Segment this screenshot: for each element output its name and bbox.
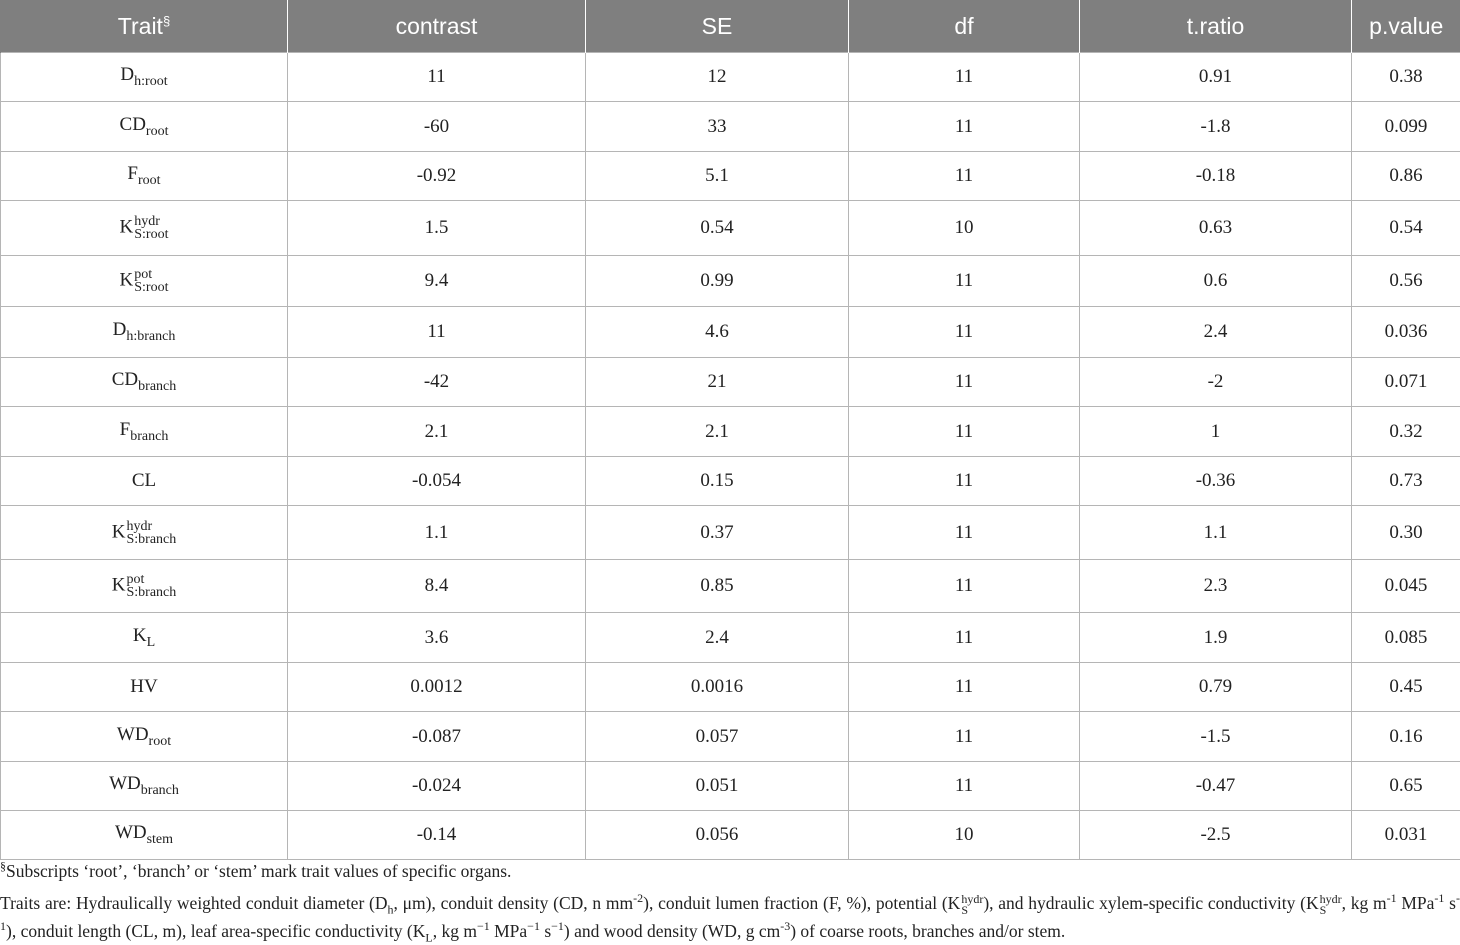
contrast-cell: 11 [288, 307, 586, 358]
tratio-cell: -2 [1080, 358, 1352, 407]
col-header-trait: Trait§ [1, 0, 288, 53]
header-row [1, 0, 1460, 53]
trait-cell: $K_L$ [1, 613, 288, 663]
se-cell: 0.056 [586, 811, 849, 860]
pvalue-cell: 0.32 [1352, 407, 1460, 457]
tratio-cell: 1 [1080, 407, 1352, 457]
trait-cell: $WD_{stem}$ [1, 811, 288, 860]
table-row [1, 811, 1460, 860]
contrast-cell: -0.087 [288, 712, 586, 762]
tratio-cell: -0.18 [1080, 152, 1352, 201]
col-header-se: SE [586, 0, 849, 53]
contrast-cell: 1.5 [288, 201, 586, 256]
trait-cell: $CD_{root}$ [1, 102, 288, 152]
pvalue-cell: 0.045 [1352, 560, 1460, 613]
tratio-cell: 0.91 [1080, 53, 1352, 102]
df-cell: 10 [849, 201, 1080, 256]
table-row [1, 560, 1460, 613]
contrast-cell: 11 [288, 53, 586, 102]
pvalue-cell: 0.085 [1352, 613, 1460, 663]
footnote-traits: Traits are: Hydraulically weighted conduit diameter ($D_h$, μm), conduit density (CD, n $mm^{-2}$), conduit lumen fraction (F, %), potential (K hydr S ), and hydraulic xylem-specific conductivity (K hydr S , kg $m^{-1}$ MPa$^{-1}$ $s^{-1}$), conduit length (CL, m), leaf area-specific conductivity ($K_L$, kg $m^{-1}$ MPa$^{-1}$ $s^{-1}$) and wood density (WD, g $cm^{-3}$) of coarse roots, branches and/or stem. [0, 889, 1460, 945]
contrast-cell: -60 [288, 102, 586, 152]
table-row [1, 152, 1460, 201]
tratio-cell: 2.4 [1080, 307, 1352, 358]
contrast-cell: 0.0012 [288, 663, 586, 712]
tratio-cell: 0.63 [1080, 201, 1352, 256]
trait-cell: $F_{branch}$ [1, 407, 288, 457]
df-cell: 11 [849, 712, 1080, 762]
se-cell: 2.4 [586, 613, 849, 663]
table-row [1, 256, 1460, 307]
se-cell: 0.057 [586, 712, 849, 762]
se-cell: 0.54 [586, 201, 849, 256]
contrast-cell: -42 [288, 358, 586, 407]
table-row [1, 663, 1460, 712]
se-cell: 2.1 [586, 407, 849, 457]
col-header-tratio: t.ratio [1080, 0, 1352, 53]
tratio-cell: -1.5 [1080, 712, 1352, 762]
footnote-subscripts: §Subscripts ‘root’, ‘branch’ or ‘stem’ mark trait values of specific organs. [0, 861, 1460, 882]
trait-cell: K pot S:branch [1, 560, 288, 613]
table-row [1, 307, 1460, 358]
table-body [1, 53, 1460, 860]
trait-cell: HV [1, 663, 288, 712]
col-header-df: df [849, 0, 1080, 53]
se-cell: 0.0016 [586, 663, 849, 712]
tratio-cell: -1.8 [1080, 102, 1352, 152]
df-cell: 11 [849, 407, 1080, 457]
se-cell: 0.37 [586, 506, 849, 560]
se-cell: 5.1 [586, 152, 849, 201]
tratio-cell: 0.79 [1080, 663, 1352, 712]
df-cell: 11 [849, 506, 1080, 560]
se-cell: 4.6 [586, 307, 849, 358]
df-cell: 11 [849, 307, 1080, 358]
se-cell: 21 [586, 358, 849, 407]
trait-cell: $WD_{branch}$ [1, 762, 288, 811]
se-cell: 0.85 [586, 560, 849, 613]
table-row [1, 506, 1460, 560]
trait-cell: K hydr S:root [1, 201, 288, 256]
table-row [1, 712, 1460, 762]
tratio-cell: -0.36 [1080, 457, 1352, 506]
pvalue-cell: 0.099 [1352, 102, 1460, 152]
contrast-cell: 9.4 [288, 256, 586, 307]
trait-cell: K hydr S:branch [1, 506, 288, 560]
trait-cell: K pot S:root [1, 256, 288, 307]
df-cell: 11 [849, 663, 1080, 712]
tratio-cell: 1.1 [1080, 506, 1352, 560]
trait-cell: $F_{root}$ [1, 152, 288, 201]
trait-cell: $D_{h:branch}$ [1, 307, 288, 358]
df-cell: 11 [849, 358, 1080, 407]
tratio-cell: 1.9 [1080, 613, 1352, 663]
df-cell: 11 [849, 53, 1080, 102]
df-cell: 10 [849, 811, 1080, 860]
se-cell: 0.051 [586, 762, 849, 811]
contrast-cell: 1.1 [288, 506, 586, 560]
df-cell: 11 [849, 256, 1080, 307]
trait-cell: $CD_{branch}$ [1, 358, 288, 407]
se-cell: 33 [586, 102, 849, 152]
pvalue-cell: 0.86 [1352, 152, 1460, 201]
table-row [1, 457, 1460, 506]
table-row [1, 613, 1460, 663]
contrast-cell: 2.1 [288, 407, 586, 457]
se-cell: 12 [586, 53, 849, 102]
trait-cell: CL [1, 457, 288, 506]
tratio-cell: -0.47 [1080, 762, 1352, 811]
pvalue-cell: 0.73 [1352, 457, 1460, 506]
df-cell: 11 [849, 152, 1080, 201]
col-header-contrast: contrast [288, 0, 586, 53]
table-row [1, 53, 1460, 102]
contrast-cell: -0.92 [288, 152, 586, 201]
pvalue-cell: 0.45 [1352, 663, 1460, 712]
pvalue-cell: 0.56 [1352, 256, 1460, 307]
pvalue-cell: 0.30 [1352, 506, 1460, 560]
contrast-cell: -0.054 [288, 457, 586, 506]
table-row [1, 201, 1460, 256]
table-row [1, 407, 1460, 457]
contrast-cell: 3.6 [288, 613, 586, 663]
pvalue-cell: 0.65 [1352, 762, 1460, 811]
tratio-cell: 0.6 [1080, 256, 1352, 307]
trait-cell: $D_{h:root}$ [1, 53, 288, 102]
df-cell: 11 [849, 613, 1080, 663]
df-cell: 11 [849, 560, 1080, 613]
tratio-cell: -2.5 [1080, 811, 1352, 860]
df-cell: 11 [849, 762, 1080, 811]
df-cell: 11 [849, 457, 1080, 506]
table-row [1, 358, 1460, 407]
se-cell: 0.15 [586, 457, 849, 506]
contrast-cell: -0.024 [288, 762, 586, 811]
pvalue-cell: 0.036 [1352, 307, 1460, 358]
col-header-pvalue: p.value [1352, 0, 1460, 53]
se-cell: 0.99 [586, 256, 849, 307]
trait-cell: $WD_{root}$ [1, 712, 288, 762]
pvalue-cell: 0.031 [1352, 811, 1460, 860]
pvalue-cell: 0.38 [1352, 53, 1460, 102]
table-row [1, 102, 1460, 152]
pvalue-cell: 0.54 [1352, 201, 1460, 256]
table-row [1, 762, 1460, 811]
tratio-cell: 2.3 [1080, 560, 1352, 613]
contrast-cell: 8.4 [288, 560, 586, 613]
pvalue-cell: 0.16 [1352, 712, 1460, 762]
df-cell: 11 [849, 102, 1080, 152]
pvalue-cell: 0.071 [1352, 358, 1460, 407]
contrast-cell: -0.14 [288, 811, 586, 860]
